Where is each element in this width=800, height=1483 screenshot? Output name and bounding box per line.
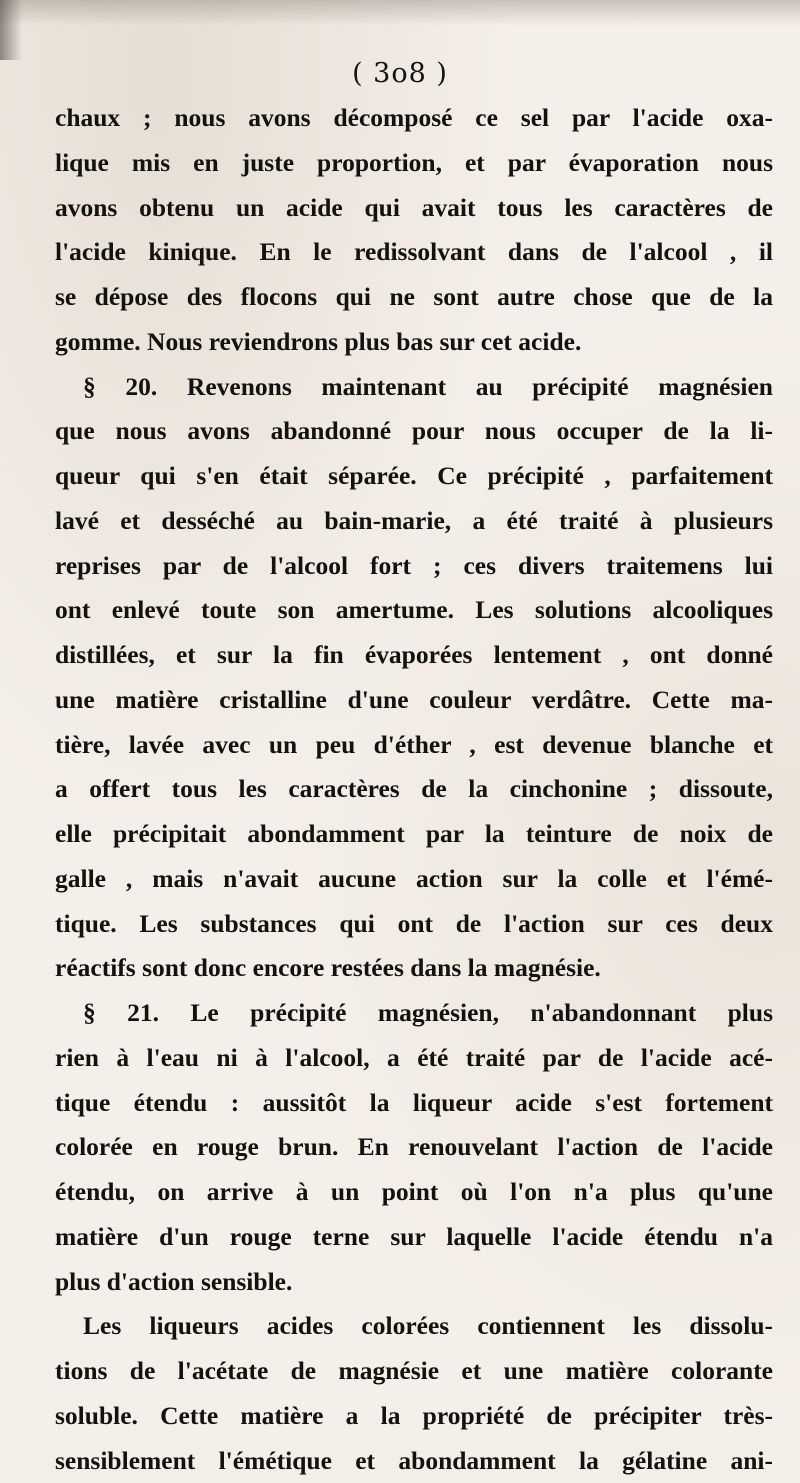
text-line: se dépose des flocons qui ne sont autre chose que de la bbox=[55, 275, 773, 320]
text-line: Les liqueurs acides colorées contiennent les dissolu- bbox=[55, 1304, 773, 1349]
text-line: plus d'action sensible. bbox=[55, 1260, 773, 1305]
text-line: sensiblement l'émétique et abondamment la gélatine ani- bbox=[55, 1439, 773, 1483]
text-body bbox=[55, 96, 773, 1483]
text-line: elle précipitait abondamment par la teinture de noix de bbox=[55, 812, 773, 857]
text-line: que nous avons abandonné pour nous occuper de la li- bbox=[55, 409, 773, 454]
text-line: étendu, on arrive à un point où l'on n'a plus qu'une bbox=[55, 1170, 773, 1215]
text-line: matière d'un rouge terne sur laquelle l'acide étendu n'a bbox=[55, 1215, 773, 1260]
text-line: l'acide kinique. En le redissolvant dans de l'alcool , il bbox=[55, 230, 773, 275]
text-line: tière, lavée avec un peu d'éther , est devenue blanche et bbox=[55, 723, 773, 768]
text-line: § 20. Revenons maintenant au précipité magnésien bbox=[55, 365, 773, 410]
page-edge-shadow bbox=[0, 0, 800, 26]
text-line: reprises par de l'alcool fort ; ces divers traitemens lui bbox=[55, 544, 773, 589]
page-number: ( 3o8 ) bbox=[0, 58, 800, 89]
text-line: réactifs sont donc encore restées dans la magnésie. bbox=[55, 946, 773, 991]
text-line: queur qui s'en était séparée. Ce précipité , parfaitement bbox=[55, 454, 773, 499]
text-line: ont enlevé toute son amertume. Les solutions alcooliques bbox=[55, 588, 773, 633]
text-line: § 21. Le précipité magnésien, n'abandonnant plus bbox=[55, 991, 773, 1036]
text-line: rien à l'eau ni à l'alcool, a été traité par de l'acide acé- bbox=[55, 1036, 773, 1081]
page-corner-stain bbox=[0, 0, 22, 60]
text-line: chaux ; nous avons décomposé ce sel par l'acide oxa- bbox=[55, 96, 773, 141]
text-line: tique. Les substances qui ont de l'action sur ces deux bbox=[55, 902, 773, 947]
text-line: gomme. Nous reviendrons plus bas sur cet acide. bbox=[55, 320, 773, 365]
text-line: galle , mais n'avait aucune action sur la colle et l'émé- bbox=[55, 857, 773, 902]
text-line: avons obtenu un acide qui avait tous les caractères de bbox=[55, 186, 773, 231]
text-line: soluble. Cette matière a la propriété de précipiter très- bbox=[55, 1394, 773, 1439]
text-line: tique étendu : aussitôt la liqueur acide s'est fortement bbox=[55, 1081, 773, 1126]
text-line: a offert tous les caractères de la cinchonine ; dissoute, bbox=[55, 767, 773, 812]
text-line: tions de l'acétate de magnésie et une matière colorante bbox=[55, 1349, 773, 1394]
text-line: colorée en rouge brun. En renouvelant l'action de l'acide bbox=[55, 1125, 773, 1170]
text-line: lavé et desséché au bain-marie, a été traité à plusieurs bbox=[55, 499, 773, 544]
text-line: distillées, et sur la fin évaporées lentement , ont donné bbox=[55, 633, 773, 678]
text-line: lique mis en juste proportion, et par évaporation nous bbox=[55, 141, 773, 186]
text-line: une matière cristalline d'une couleur verdâtre. Cette ma- bbox=[55, 678, 773, 723]
